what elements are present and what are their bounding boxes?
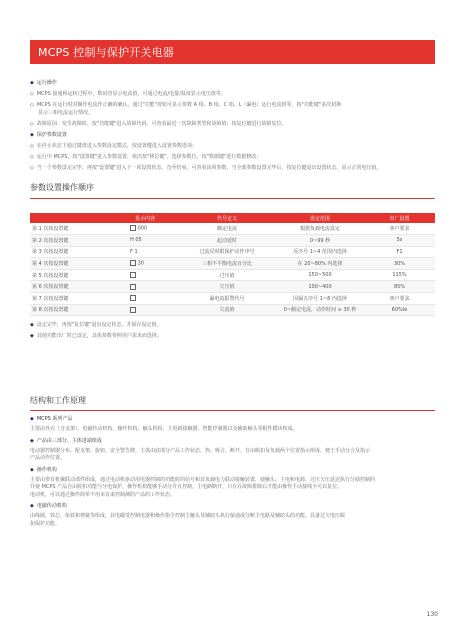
cell-code: 三相不平衡电流百分比 xyxy=(178,258,276,270)
diamond-bullet-icon: ◆ xyxy=(30,322,34,328)
params-heading-rule xyxy=(30,198,435,199)
line-text: 运行中 MCPS，按"设置键"进入参数设置，依次按"移位键"，选择参数位，按"数据键"进行数据修改； xyxy=(36,154,262,160)
line-text: MCPS 接通和运转过程中，数码管显示电流值，可通过电流/电量/温度显示电压值等。 xyxy=(36,91,226,97)
header-range: 设定范围 xyxy=(276,213,364,223)
line-text: 保护参数设置 xyxy=(36,132,67,138)
line-text: MCPS 在运行时对额作电流作正确的确认，通过"功能"按钮可显示参数 A 相、B 相、C 相、L（漏电）运行电流值等。按"功能键"多次切换 xyxy=(36,102,342,108)
cell-order: 第 1 次按设置键 xyxy=(30,223,112,235)
hollow-diamond-icon: ◇ xyxy=(30,143,34,149)
params-table xyxy=(30,213,435,316)
line-text: 运行操作 xyxy=(36,80,57,86)
cell-code: 起动延时 xyxy=(178,235,276,247)
cell-range: 0~额定电流，动作时间 ≤ 30 秒 xyxy=(276,304,364,316)
structure-subheading xyxy=(30,503,440,510)
cell-display xyxy=(112,258,178,270)
cell-default: F1 xyxy=(364,246,435,258)
cell-display xyxy=(112,281,178,293)
operation-line xyxy=(30,102,442,109)
line-text: 故障原因：发生故障时，按"功能键"进入故障代码，可查看最近一次故障类型和故障值；按复位键进行故障复位。 xyxy=(36,121,287,127)
cell-default: 30% xyxy=(364,258,435,270)
structure-heading: 结构和工作原理 xyxy=(30,396,86,405)
diamond-bullet-icon: ◆ xyxy=(30,132,34,138)
structure-paragraph: 电动器控制器分布。配支架、旋钮、安全警告牌。主体由底部分产品工作状态，热、吸合、断开、自由脱扣及负载两个位置指示组成，便于手动分合及指示 xyxy=(30,447,371,454)
cell-order: 第 2 次按设置键 xyxy=(30,235,112,247)
table-row xyxy=(30,246,435,258)
subheading-text: 电磁传动机构 xyxy=(36,503,67,509)
cell-display xyxy=(112,246,178,258)
subheading-text: 产品由三部分、主体进端组成 xyxy=(36,437,102,444)
operation-line xyxy=(30,110,442,117)
segment-display-icon xyxy=(130,284,136,290)
params-table-header xyxy=(30,213,435,223)
diamond-bullet-icon: ◆ xyxy=(30,466,34,473)
structure-paragraph: 主要由带有机械联动部件组成，通过电动机驱动用电器控制的功能时的信号和其负载电力联动接触装置，使触头、主电和电源、过压欠压延迟执行分励控制的 xyxy=(30,476,376,483)
table-row xyxy=(30,281,435,293)
cell-range: 根据负载电流设定 xyxy=(276,223,364,235)
cell-range: 反序号 1~4 范围内选择 xyxy=(276,246,364,258)
structure-paragraph: 由线圈、铁芯、衔铁和弹簧等组成，其电磁受控制电器和操作指令控制主触头及辅助头执行接通或分断主电路及辅助头的功能。具备过欠电压脱 xyxy=(30,513,346,519)
line-text: 当一个参数设定完毕，再按"设置键"进入下一项设置状态，直至结束，可查看该项参数，当全部参数设置完毕后，按复位键退出设置状态，显示正常电压值。 xyxy=(36,165,382,171)
cell-display xyxy=(112,235,178,247)
operation-line xyxy=(30,91,442,98)
operation-section xyxy=(30,80,442,176)
cell-order: 第 6 次按设置键 xyxy=(30,281,112,293)
header-default: 出厂设置 xyxy=(364,213,435,223)
structure-subheading xyxy=(30,467,440,474)
hollow-diamond-icon: ◇ xyxy=(30,154,34,160)
segment-display-icon xyxy=(130,295,136,301)
subsection-heading xyxy=(30,132,442,139)
display-value: 30 xyxy=(137,260,144,267)
params-notes xyxy=(30,322,435,344)
cell-range: 在 20~80% 内选择 xyxy=(276,258,364,270)
header-order xyxy=(30,213,112,223)
structure-subheading xyxy=(30,438,440,445)
hollow-diamond-icon: ◇ xyxy=(30,91,34,97)
structure-paragraph: 扣保护功能。 xyxy=(30,520,61,527)
cell-code: 过流反时限保护动作序号 xyxy=(178,246,276,258)
cell-range: 100~400 xyxy=(276,281,364,293)
display-value: 000 xyxy=(137,225,148,232)
hollow-diamond-icon: ◇ xyxy=(30,102,34,108)
cell-range: 因漏五序号 1~8 内选择 xyxy=(276,293,364,305)
cell-order: 第 3 次按设置键 xyxy=(30,246,112,258)
cell-default: 85% xyxy=(364,281,435,293)
structure-heading-rule xyxy=(30,410,435,411)
header-display: 显示内容 xyxy=(112,213,178,223)
cell-display xyxy=(112,304,178,316)
structure-subheading xyxy=(30,416,440,423)
note-text: 设定完毕，再按"复位键"退出设定状态，并保存设定值。 xyxy=(36,322,162,328)
cell-default: 客户要求 xyxy=(364,293,435,305)
line-text: 在停止状态下通过键盘进入参数设定模式，按设置键进入设置参数选项； xyxy=(36,143,197,149)
diamond-bullet-icon: ◆ xyxy=(30,80,34,86)
cell-display xyxy=(112,223,178,235)
table-row xyxy=(30,293,435,305)
header-code: 代号定义 xyxy=(178,213,276,223)
display-value: F 1 xyxy=(130,248,138,255)
operation-line xyxy=(30,121,442,128)
table-row xyxy=(30,223,435,235)
cell-range: 0~99 秒 xyxy=(276,235,364,247)
note-text: 其他功能出厂时已设定，具体参数参照用户需求而选择。 xyxy=(36,333,162,339)
subheading-text: MCPS 系列产品 xyxy=(36,416,73,422)
page-number: 130 xyxy=(426,611,438,618)
cell-default: 115% xyxy=(364,269,435,281)
cell-code: 欠压值 xyxy=(178,281,276,293)
display-value: H 05 xyxy=(130,237,142,244)
diamond-bullet-icon: ◆ xyxy=(30,416,34,422)
segment-display-icon xyxy=(130,307,136,313)
table-row xyxy=(30,304,435,316)
structure-paragraph: 电动机，可以通过操作简单不用未有来控制测的产品的工作状态。 xyxy=(30,491,176,498)
structure-paragraph: 产品动作位置。 xyxy=(30,455,66,461)
cell-code: 额定电流 xyxy=(178,223,276,235)
diamond-bullet-icon: ◆ xyxy=(30,333,34,339)
operation-line xyxy=(30,154,442,161)
operation-line xyxy=(30,165,442,172)
segment-display-icon xyxy=(130,225,136,231)
segment-display-icon xyxy=(130,272,136,278)
cell-default: 5s xyxy=(364,235,435,247)
diamond-bullet-icon: ◆ xyxy=(30,437,34,444)
structure-paragraph: 并使 MCPS 产品自由脱扣功能与分电保护，操作机构能够手动分并且控制，主电路断开，只有在故障排除后才能由操作手动接线全可以复位。 xyxy=(30,484,343,490)
hollow-diamond-icon: ◇ xyxy=(30,165,34,171)
table-row xyxy=(30,258,435,270)
note-line xyxy=(30,333,435,340)
table-row xyxy=(30,235,435,247)
page-title: MCPS 控制与保护开关电器 xyxy=(38,46,175,59)
cell-order: 第 4 次按设置键 xyxy=(30,258,112,270)
cell-default: 客户要求 xyxy=(364,223,435,235)
cell-code: 漏电流报警代号 xyxy=(178,293,276,305)
subsection-heading xyxy=(30,80,442,87)
structure-section xyxy=(30,416,440,532)
hollow-diamond-icon: ◇ xyxy=(30,121,34,127)
params-heading: 参数设置操作顺序 xyxy=(30,183,94,192)
table-row xyxy=(30,269,435,281)
cell-range: 150~500 xyxy=(276,269,364,281)
cell-default: 60%Ie xyxy=(364,304,435,316)
segment-display-icon xyxy=(130,260,136,266)
cell-display xyxy=(112,269,178,281)
cell-order: 第 8 次按设置键 xyxy=(30,304,112,316)
cell-order: 第 7 次按设置键 xyxy=(30,293,112,305)
cell-code: 欠流值 xyxy=(178,304,276,316)
operation-line xyxy=(30,143,442,150)
structure-paragraph: 主要由外壳（含支架）、电磁传动机构、操作机构、触头机构、主电路接触器、智能控制器以及辅助触头等附件模块构成。 xyxy=(30,426,298,432)
diamond-bullet-icon: ◆ xyxy=(30,503,34,509)
line-text: 显示三相电流运行情况。 xyxy=(38,110,94,116)
note-line xyxy=(30,322,435,329)
cell-code: 过压值 xyxy=(178,269,276,281)
title-banner xyxy=(30,40,435,64)
subheading-text: 操作机构 xyxy=(36,466,57,473)
cell-display xyxy=(112,293,178,305)
cell-order: 第 5 次按设置键 xyxy=(30,269,112,281)
